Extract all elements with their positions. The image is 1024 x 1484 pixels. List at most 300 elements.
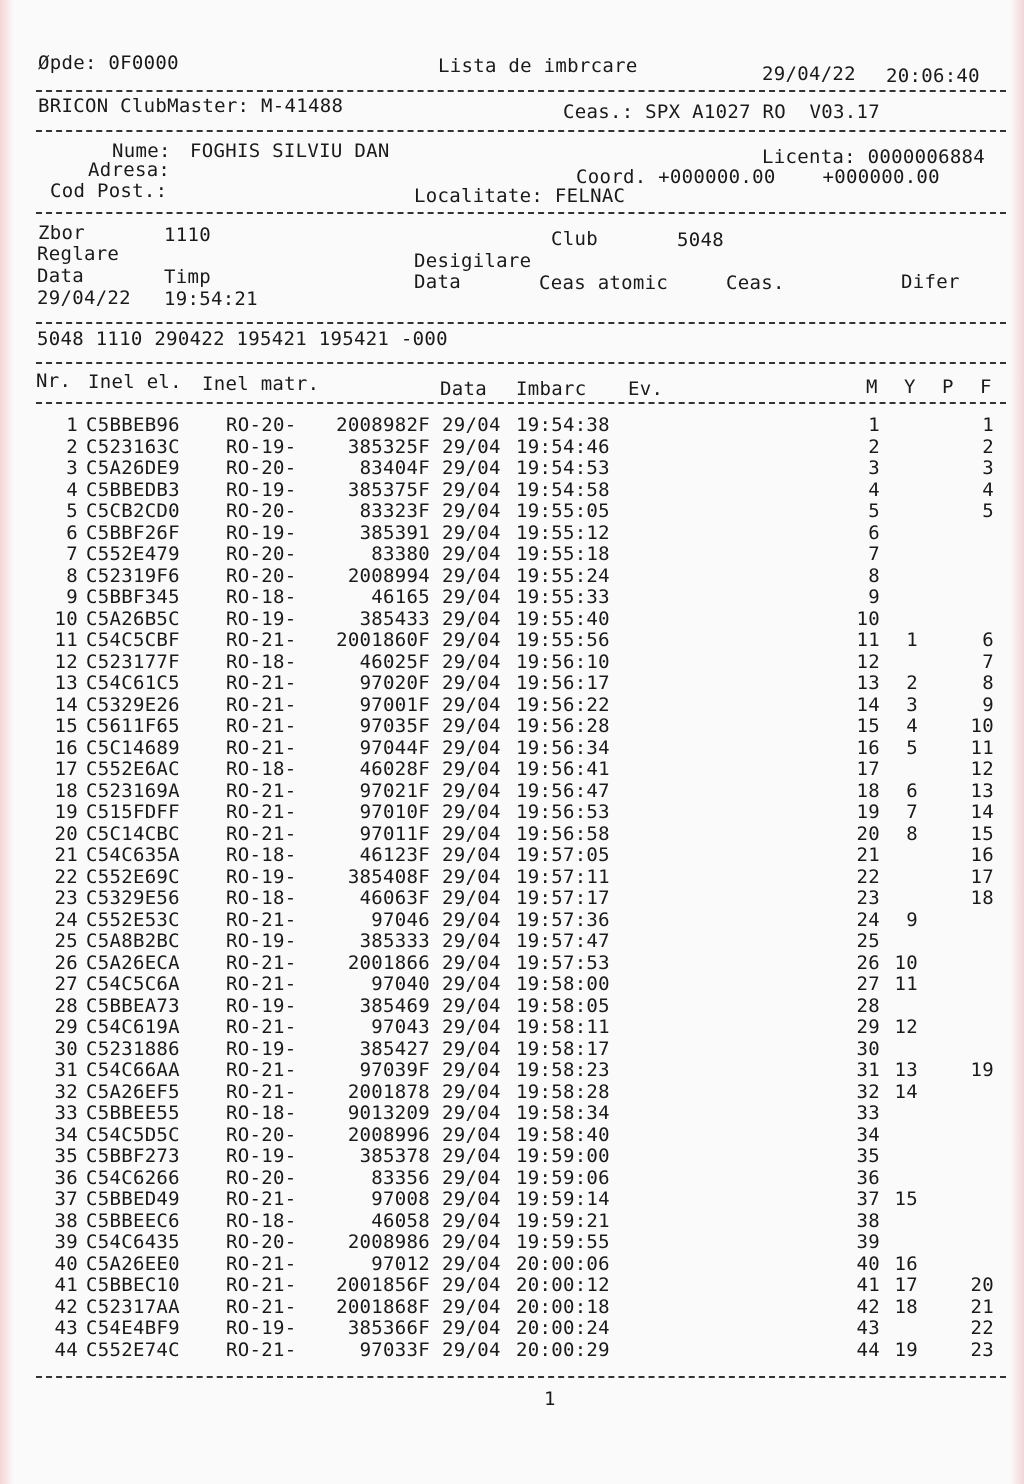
- clock-time: 19:59:21: [516, 1209, 610, 1232]
- position-m: 8: [868, 564, 880, 587]
- ring-prefix: RO-19-: [226, 521, 297, 544]
- clock-time: 19:59:06: [516, 1166, 610, 1189]
- ring-electronic: C54C619A: [86, 1016, 180, 1038]
- table-row: [0, 1082, 1024, 1104]
- clock-date: 29/04: [442, 1016, 501, 1038]
- position-m: 43: [856, 1317, 880, 1339]
- clock-time: 19:59:00: [516, 1145, 610, 1167]
- table-row: [0, 695, 1024, 717]
- position-m: 26: [856, 951, 880, 974]
- ring-prefix: RO-21-: [226, 1188, 297, 1210]
- position-y: 18: [894, 1295, 918, 1318]
- ring-electronic: C52317AA: [86, 1295, 180, 1318]
- row-nr: 19: [54, 801, 78, 823]
- ring-number: 385325F: [347, 435, 430, 458]
- position-m: 36: [856, 1166, 880, 1189]
- ring-electronic: C5BBEDB3: [86, 478, 180, 501]
- row-nr: 37: [54, 1188, 78, 1210]
- position-f: 23: [970, 1338, 994, 1361]
- ring-prefix: RO-20-: [226, 564, 297, 587]
- ring-number: 83323F: [359, 500, 430, 522]
- coordinates: Coord. +000000.00 +000000.00: [576, 166, 940, 188]
- ring-number: 97043: [371, 1016, 430, 1038]
- clock-time: 20:00:18: [516, 1295, 610, 1318]
- position-f: 13: [970, 779, 994, 802]
- ring-electronic: C54C635A: [86, 844, 180, 866]
- ring-electronic: C523169A: [86, 779, 180, 802]
- position-f: 3: [982, 457, 994, 479]
- table-row: [0, 1211, 1024, 1233]
- position-f: 19: [970, 1059, 994, 1081]
- clock-date: 29/04: [442, 521, 501, 544]
- row-nr: 23: [54, 887, 78, 909]
- time-label: Timp: [164, 266, 211, 288]
- row-nr: 15: [54, 715, 78, 737]
- position-f: 8: [982, 672, 994, 694]
- position-y: 8: [906, 822, 918, 845]
- table-row: [0, 1146, 1024, 1168]
- ring-prefix: RO-18-: [226, 758, 297, 780]
- ring-prefix: RO-21-: [226, 1295, 297, 1318]
- position-m: 39: [856, 1231, 880, 1253]
- position-m: 5: [868, 500, 880, 522]
- ring-number: 97044F: [359, 736, 430, 759]
- clock-date: 29/04: [442, 1102, 501, 1124]
- clock-summary-line: 5048 1110 290422 195421 195421 -000: [37, 328, 448, 350]
- ring-electronic: C5BBF345: [86, 586, 180, 608]
- ring-number: 97010F: [359, 801, 430, 823]
- position-f: 22: [970, 1317, 994, 1339]
- position-y: 9: [906, 908, 918, 931]
- position-f: 11: [970, 736, 994, 759]
- clock-date: 29/04: [442, 672, 501, 694]
- position-f: 5: [982, 500, 994, 522]
- ring-number: 97008: [371, 1188, 430, 1210]
- table-row: [0, 781, 1024, 803]
- ring-electronic: C5A26ECA: [86, 951, 180, 974]
- row-nr: 25: [54, 930, 78, 952]
- clock-time: 19:58:23: [516, 1059, 610, 1081]
- clock-time: 19:55:05: [516, 500, 610, 522]
- ring-electronic: C515FDFF: [86, 801, 180, 823]
- clock-id: Ceas.: SPX A1027 RO V03.17: [563, 101, 880, 123]
- table-row: [0, 1189, 1024, 1211]
- position-y: 11: [894, 973, 918, 995]
- clock-time: 19:57:47: [516, 930, 610, 952]
- locality: Localitate: FELNAC: [414, 185, 626, 207]
- ring-electronic: C523163C: [86, 435, 180, 458]
- table-row: [0, 630, 1024, 652]
- table-row: [0, 415, 1024, 437]
- ring-prefix: RO-18-: [226, 844, 297, 866]
- ring-prefix: RO-18-: [226, 650, 297, 673]
- table-row: [0, 587, 1024, 609]
- ring-number: 385408F: [347, 865, 430, 888]
- ring-number: 97039F: [359, 1059, 430, 1081]
- clock-date: 29/04: [442, 457, 501, 479]
- clock-date: 29/04: [442, 1317, 501, 1339]
- position-f: 10: [970, 715, 994, 737]
- ring-prefix: RO-20-: [226, 500, 297, 522]
- table-row: [0, 738, 1024, 760]
- clock-date: 29/04: [442, 1059, 501, 1081]
- owner-name: FOGHIS SILVIU DAN: [190, 140, 390, 162]
- clock-date: 29/04: [442, 543, 501, 565]
- ring-electronic: C5CB2CD0: [86, 500, 180, 522]
- ring-number: 2001860F: [336, 629, 430, 651]
- table-row: [0, 716, 1024, 738]
- clock-time: 19:56:58: [516, 822, 610, 845]
- ring-prefix: RO-19-: [226, 478, 297, 501]
- clock-time: 19:56:47: [516, 779, 610, 802]
- clock-time: 19:56:34: [516, 736, 610, 759]
- clock-time: 19:55:24: [516, 564, 610, 587]
- date-label: Data: [37, 265, 84, 287]
- table-row: [0, 845, 1024, 867]
- row-nr: 5: [66, 500, 78, 522]
- clock-date: 29/04: [442, 1080, 501, 1103]
- setting-time: 19:54:21: [164, 288, 258, 310]
- ring-number: 385333: [359, 930, 430, 952]
- row-nr: 34: [54, 1123, 78, 1146]
- clock-time: 19:58:00: [516, 973, 610, 995]
- position-m: 42: [856, 1295, 880, 1318]
- clock-time: 19:58:17: [516, 1037, 610, 1060]
- position-m: 14: [856, 693, 880, 716]
- ring-prefix: RO-21-: [226, 736, 297, 759]
- table-row: [0, 673, 1024, 695]
- clock-date: 29/04: [442, 908, 501, 931]
- position-f: 2: [982, 435, 994, 458]
- ring-number: 385366F: [347, 1317, 430, 1339]
- table-row: [0, 1125, 1024, 1147]
- ring-number: 2001878: [347, 1080, 430, 1103]
- clock-date: 29/04: [442, 1037, 501, 1060]
- clock-time: 19:56:53: [516, 801, 610, 823]
- ring-prefix: RO-19-: [226, 1145, 297, 1167]
- row-nr: 39: [54, 1231, 78, 1253]
- club-label: Club: [551, 228, 598, 250]
- row-nr: 18: [54, 779, 78, 802]
- position-y: 19: [894, 1338, 918, 1361]
- divider: [36, 130, 1006, 132]
- ring-electronic: C54C61C5: [86, 672, 180, 694]
- table-row: [0, 1254, 1024, 1276]
- col-ring-registration: Inel matr.: [202, 373, 320, 395]
- ring-prefix: RO-21-: [226, 779, 297, 802]
- clock-time: 19:54:58: [516, 478, 610, 501]
- clock-time: 19:54:38: [516, 414, 610, 436]
- clock-date: 29/04: [442, 865, 501, 888]
- position-y: 15: [894, 1188, 918, 1210]
- position-m: 13: [856, 672, 880, 694]
- ring-electronic: C54C5CBF: [86, 629, 180, 651]
- clock-time: 19:57:11: [516, 865, 610, 888]
- report-title: Lista de imbrcare: [438, 55, 638, 77]
- clock-date: 29/04: [442, 414, 501, 436]
- position-y: 4: [906, 715, 918, 737]
- ring-number: 2001868F: [336, 1295, 430, 1318]
- position-m: 17: [856, 758, 880, 780]
- ring-electronic: C5231886: [86, 1037, 180, 1060]
- row-nr: 3: [66, 457, 78, 479]
- clock-date: 29/04: [442, 650, 501, 673]
- ring-electronic: C5A26DE9: [86, 457, 180, 479]
- col-f: F: [980, 376, 992, 398]
- table-row: [0, 480, 1024, 502]
- clock-date: 29/04: [442, 951, 501, 974]
- clock-time: 19:54:53: [516, 457, 610, 479]
- postcode-label: Cod Post.:: [50, 180, 168, 202]
- position-m: 15: [856, 715, 880, 737]
- clock-time: 19:57:17: [516, 887, 610, 909]
- ring-number: 385378: [359, 1145, 430, 1167]
- table-row: [0, 458, 1024, 480]
- clock-time: 19:59:55: [516, 1231, 610, 1253]
- clock-time: 19:55:18: [516, 543, 610, 565]
- system-id: BRICON ClubMaster: M-41488: [38, 95, 344, 117]
- clock-time: 19:58:11: [516, 1016, 610, 1038]
- ring-prefix: RO-19-: [226, 930, 297, 952]
- position-m: 19: [856, 801, 880, 823]
- clock-date: 29/04: [442, 1274, 501, 1296]
- ring-electronic: C5BBEC10: [86, 1274, 180, 1296]
- row-nr: 20: [54, 822, 78, 845]
- ring-prefix: RO-20-: [226, 543, 297, 565]
- position-f: 1: [982, 414, 994, 436]
- ring-prefix: RO-21-: [226, 1252, 297, 1275]
- row-nr: 33: [54, 1102, 78, 1124]
- col-y: Y: [904, 376, 916, 398]
- clock-time: 19:58:05: [516, 994, 610, 1017]
- ring-electronic: C5C14CBC: [86, 822, 180, 845]
- row-nr: 16: [54, 736, 78, 759]
- row-nr: 13: [54, 672, 78, 694]
- ring-electronic: C5BBF273: [86, 1145, 180, 1167]
- position-f: 7: [982, 650, 994, 673]
- row-nr: 6: [66, 521, 78, 544]
- clock-date: 29/04: [442, 887, 501, 909]
- opde-code: Øpde: 0F0000: [38, 52, 179, 74]
- position-m: 35: [856, 1145, 880, 1167]
- clock-date: 29/04: [442, 758, 501, 780]
- ring-electronic: C5BBEB96: [86, 414, 180, 436]
- clock-date: 29/04: [442, 693, 501, 716]
- row-nr: 22: [54, 865, 78, 888]
- table-row: [0, 888, 1024, 910]
- table-row: [0, 652, 1024, 674]
- clock-date: 29/04: [442, 500, 501, 522]
- clock-date: 29/04: [442, 435, 501, 458]
- clock-date: 29/04: [442, 1252, 501, 1275]
- col-clocking: Imbarc: [516, 378, 587, 400]
- position-m: 41: [856, 1274, 880, 1296]
- row-nr: 43: [54, 1317, 78, 1339]
- row-nr: 9: [66, 586, 78, 608]
- name-label: Nume:: [112, 140, 171, 162]
- ring-electronic: C552E6AC: [86, 758, 180, 780]
- ring-electronic: C5BBEEC6: [86, 1209, 180, 1232]
- ring-number: 2008994: [347, 564, 430, 587]
- clock-date: 29/04: [442, 1145, 501, 1167]
- position-m: 10: [856, 607, 880, 630]
- ring-prefix: RO-21-: [226, 801, 297, 823]
- clock-date: 29/04: [442, 1231, 501, 1253]
- clock-label: Ceas.: [726, 272, 785, 294]
- ring-electronic: C552E479: [86, 543, 180, 565]
- row-nr: 21: [54, 844, 78, 866]
- ring-prefix: RO-21-: [226, 908, 297, 931]
- position-m: 25: [856, 930, 880, 952]
- ring-prefix: RO-18-: [226, 1102, 297, 1124]
- clock-date: 29/04: [442, 1123, 501, 1146]
- clock-time: 19:58:28: [516, 1080, 610, 1103]
- ring-prefix: RO-20-: [226, 1166, 297, 1189]
- row-nr: 12: [54, 650, 78, 673]
- position-m: 1: [868, 414, 880, 436]
- setting-date: 29/04/22: [37, 287, 131, 309]
- ring-number: 97033F: [359, 1338, 430, 1361]
- position-y: 7: [906, 801, 918, 823]
- position-m: 9: [868, 586, 880, 608]
- ring-prefix: RO-20-: [226, 1231, 297, 1253]
- ring-number: 97020F: [359, 672, 430, 694]
- ring-number: 97011F: [359, 822, 430, 845]
- ring-electronic: C5611F65: [86, 715, 180, 737]
- position-y: 13: [894, 1059, 918, 1081]
- row-nr: 31: [54, 1059, 78, 1081]
- ring-number: 46028F: [359, 758, 430, 780]
- position-y: 14: [894, 1080, 918, 1103]
- row-nr: 29: [54, 1016, 78, 1038]
- row-nr: 32: [54, 1080, 78, 1103]
- position-m: 33: [856, 1102, 880, 1124]
- divider: [36, 1376, 1006, 1378]
- col-m: M: [866, 376, 878, 398]
- ring-number: 97040: [371, 973, 430, 995]
- position-y: 3: [906, 693, 918, 716]
- position-m: 4: [868, 478, 880, 501]
- clock-time: 19:59:14: [516, 1188, 610, 1210]
- clock-date: 29/04: [442, 994, 501, 1017]
- row-nr: 1: [66, 414, 78, 436]
- clock-date: 29/04: [442, 779, 501, 802]
- position-f: 18: [970, 887, 994, 909]
- divider: [36, 212, 1006, 214]
- table-row: [0, 974, 1024, 996]
- clock-time: 19:57:36: [516, 908, 610, 931]
- flight-number: 1110: [164, 224, 211, 246]
- clock-date: 29/04: [442, 629, 501, 651]
- ring-electronic: C5A26EF5: [86, 1080, 180, 1103]
- ring-prefix: RO-21-: [226, 973, 297, 995]
- position-f: 6: [982, 629, 994, 651]
- ring-electronic: C5C14689: [86, 736, 180, 759]
- col-date: Data: [440, 378, 487, 400]
- position-m: 18: [856, 779, 880, 802]
- difference-label: Difer: [901, 271, 960, 293]
- clock-time: 19:55:40: [516, 607, 610, 630]
- ring-prefix: RO-21-: [226, 1274, 297, 1296]
- position-m: 16: [856, 736, 880, 759]
- row-nr: 10: [54, 607, 78, 630]
- ring-number: 97021F: [359, 779, 430, 802]
- ring-prefix: RO-21-: [226, 693, 297, 716]
- table-row: [0, 437, 1024, 459]
- ring-electronic: C54C5D5C: [86, 1123, 180, 1146]
- ring-electronic: C54E4BF9: [86, 1317, 180, 1339]
- ring-electronic: C54C66AA: [86, 1059, 180, 1081]
- ring-electronic: C54C5C6A: [86, 973, 180, 995]
- clock-time: 19:58:34: [516, 1102, 610, 1124]
- table-row: [0, 953, 1024, 975]
- row-nr: 28: [54, 994, 78, 1017]
- ring-number: 97046: [371, 908, 430, 931]
- table-row: [0, 1340, 1024, 1362]
- table-row: [0, 1017, 1024, 1039]
- clock-time: 20:00:06: [516, 1252, 610, 1275]
- ring-prefix: RO-19-: [226, 994, 297, 1017]
- clock-time: 19:55:12: [516, 521, 610, 544]
- clock-date: 29/04: [442, 715, 501, 737]
- position-m: 12: [856, 650, 880, 673]
- ring-prefix: RO-21-: [226, 1080, 297, 1103]
- ring-electronic: C5329E56: [86, 887, 180, 909]
- ring-electronic: C5A8B2BC: [86, 930, 180, 952]
- clock-time: 19:55:56: [516, 629, 610, 651]
- position-f: 16: [970, 844, 994, 866]
- clock-time: 19:56:10: [516, 650, 610, 673]
- ring-prefix: RO-20-: [226, 414, 297, 436]
- divider: [36, 362, 1006, 364]
- row-nr: 36: [54, 1166, 78, 1189]
- position-f: 20: [970, 1274, 994, 1296]
- ring-prefix: RO-20-: [226, 1123, 297, 1146]
- clock-date: 29/04: [442, 930, 501, 952]
- ring-prefix: RO-20-: [226, 457, 297, 479]
- position-y: 1: [906, 629, 918, 651]
- row-nr: 41: [54, 1274, 78, 1296]
- row-nr: 30: [54, 1037, 78, 1060]
- position-m: 11: [856, 629, 880, 651]
- table-row: [0, 1232, 1024, 1254]
- ring-prefix: RO-19-: [226, 865, 297, 888]
- row-nr: 26: [54, 951, 78, 974]
- row-nr: 8: [66, 564, 78, 587]
- ring-prefix: RO-21-: [226, 715, 297, 737]
- ring-number: 9013209: [347, 1102, 430, 1124]
- clock-time: 19:56:28: [516, 715, 610, 737]
- position-m: 24: [856, 908, 880, 931]
- clock-date: 29/04: [442, 1295, 501, 1318]
- position-m: 40: [856, 1252, 880, 1275]
- position-f: 12: [970, 758, 994, 780]
- clock-time: 20:00:29: [516, 1338, 610, 1361]
- ring-electronic: C54C6435: [86, 1231, 180, 1253]
- position-m: 34: [856, 1123, 880, 1146]
- ring-electronic: C523177F: [86, 650, 180, 673]
- ring-prefix: RO-19-: [226, 607, 297, 630]
- ring-electronic: C5BBF26F: [86, 521, 180, 544]
- position-m: 37: [856, 1188, 880, 1210]
- position-m: 22: [856, 865, 880, 888]
- clock-time: 19:55:33: [516, 586, 610, 608]
- ring-electronic: C54C6266: [86, 1166, 180, 1189]
- position-y: 16: [894, 1252, 918, 1275]
- row-nr: 35: [54, 1145, 78, 1167]
- divider: [36, 90, 1006, 92]
- position-y: 17: [894, 1274, 918, 1296]
